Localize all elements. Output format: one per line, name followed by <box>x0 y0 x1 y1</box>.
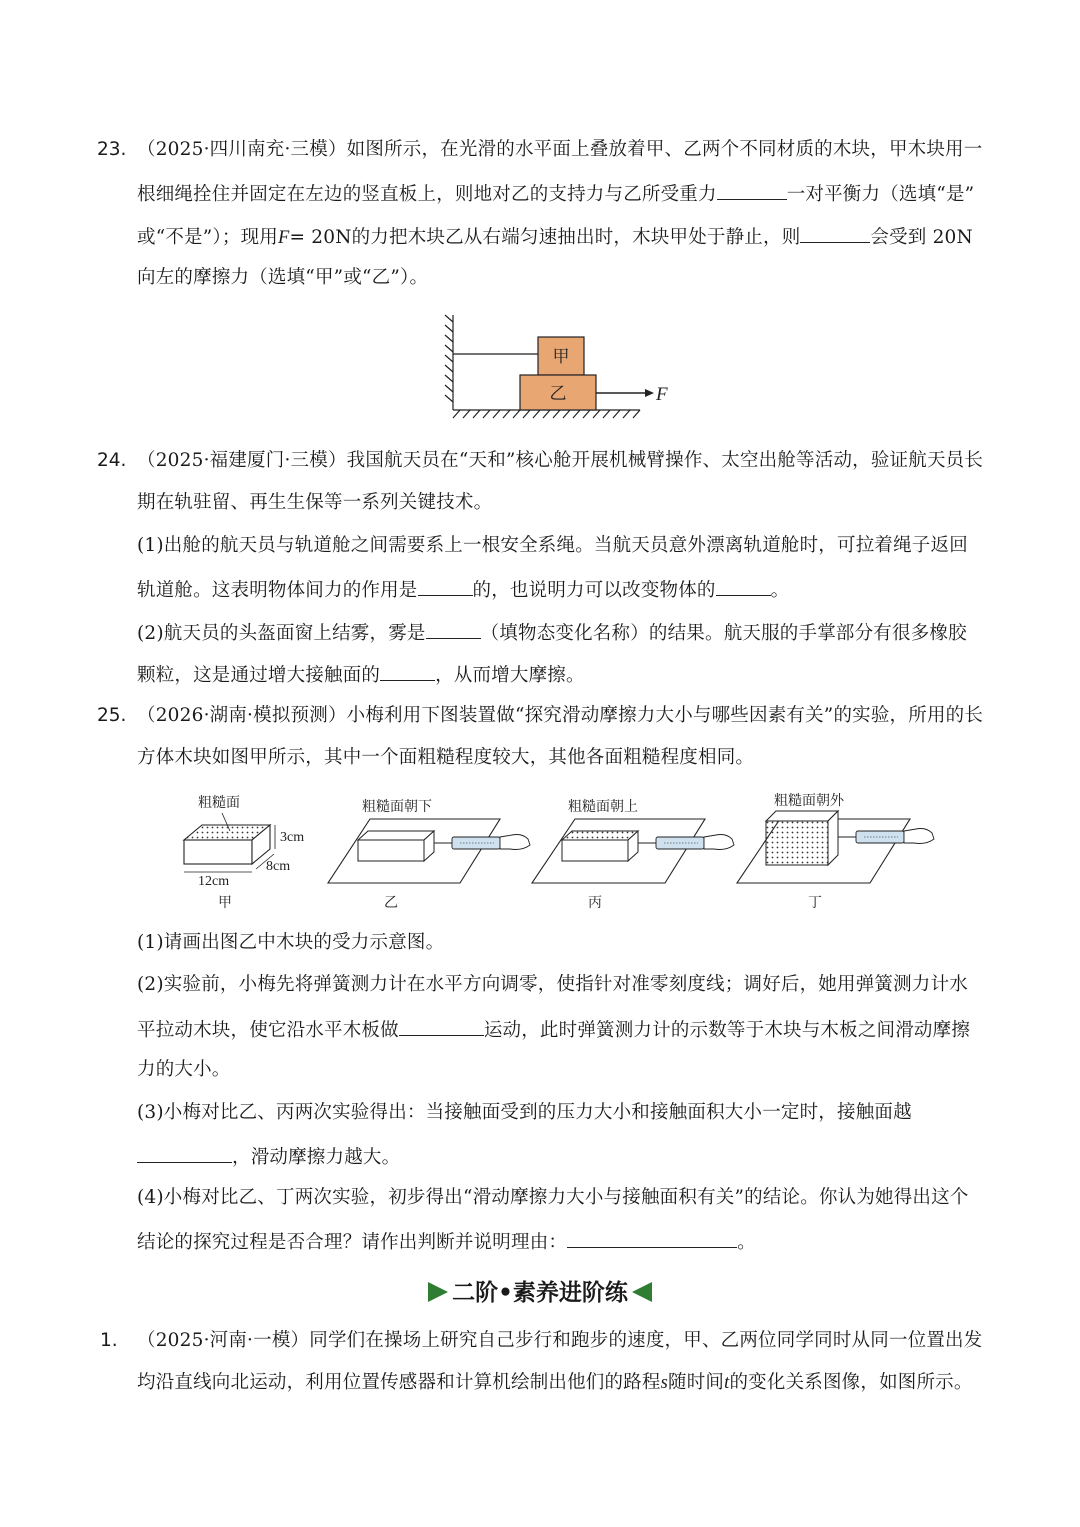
force-label: F <box>656 384 668 405</box>
ground <box>453 410 640 418</box>
q24-p1-line-2 <box>137 575 789 604</box>
fig-jia-front-face <box>184 840 252 864</box>
block-yi-label: 乙 <box>549 384 567 404</box>
fig-ding-title: 粗糙面朝外 <box>774 793 844 809</box>
q25-number: 25. <box>97 705 127 726</box>
q25-p4-line-2 <box>137 1227 756 1256</box>
fig-ding-block-top <box>766 811 838 821</box>
q24-number: 24. <box>97 450 127 471</box>
q25-p2-line-1: (2)实验前，小梅先将弹簧测力计在水平方向调零，使指针对准零刻度线；调好后，她用弹簧测力计水 <box>137 974 968 995</box>
block-jia-label: 甲 <box>552 347 570 367</box>
q23-blank-1[interactable] <box>717 179 787 200</box>
triangle-right-icon <box>428 1282 448 1302</box>
q25-p4-line-1: (4)小梅对比乙、丁两次实验，初步得出“滑动摩擦力大小与接触面积有关”的结论。你认为她得出这个 <box>137 1187 969 1208</box>
q25-p2-line-3: 力的大小。 <box>137 1059 231 1080</box>
fig-yi-block-front <box>358 840 424 861</box>
q25-p2-line-2b: 运动，此时弹簧测力计的示数等于木块与木板之间滑动摩擦 <box>483 1020 971 1041</box>
q25-p2-line-2 <box>137 1015 970 1044</box>
q23-line-2 <box>137 179 974 208</box>
q1-line-2a: 均沿直线向北运动，利用位置传感器和计算机绘制出他们的路程 <box>137 1372 661 1393</box>
q23-line-2b: 一对平衡力（选填“是” <box>786 184 975 205</box>
q25-blank-1[interactable] <box>399 1015 484 1036</box>
fig-ding-block-front <box>766 821 828 865</box>
q24-p2-line-2a: 颗粒，这是通过增大接触面的 <box>137 665 381 686</box>
q24-line-2: 期在轨驻留、再生生保等一系列关键技术。 <box>137 492 493 513</box>
q24-blank-3[interactable] <box>426 618 481 639</box>
q23-line-4: 向左的摩擦力（选填“甲”或“乙”）。 <box>137 267 429 288</box>
fig-yi-hand <box>500 835 530 850</box>
fig-yi-block-top <box>358 831 434 840</box>
q24-p2-line-2b: ，从而增大摩擦。 <box>435 665 585 686</box>
q1-symbol-t: t <box>724 1373 730 1393</box>
fig-bing-block-front <box>562 840 628 861</box>
fig-yi-title: 粗糙面朝下 <box>362 799 432 815</box>
q23-line-3a: 或“不是”）；现用 <box>137 227 278 248</box>
q24-blank-2[interactable] <box>716 575 771 596</box>
q24-p2-line-2 <box>137 660 585 689</box>
fig-jia-width-label: 8cm <box>266 859 291 874</box>
fig-bing-hand <box>704 835 734 850</box>
q25-p2-line-2a: 平拉动木块，使它沿水平木板做 <box>137 1020 399 1041</box>
q24-p2-line-1a: (2)航天员的头盔面窗上结雾，雾是 <box>137 623 426 644</box>
q23-force-symbol: F <box>277 228 290 248</box>
q23-line-3c: 会受到 20N <box>870 227 973 248</box>
q25-p3-line-1: (3)小梅对比乙、丙两次实验得出：当接触面受到的压力大小和接触面积大小一定时，接触面越 <box>137 1102 912 1123</box>
q24-p1-line-2c: 。 <box>770 580 790 601</box>
q25-p4-line-2b: 。 <box>737 1232 756 1253</box>
q24-p1-line-2a: 轨道舱。这表明物体间力的作用是 <box>137 580 418 601</box>
section-heading <box>0 1274 1080 1307</box>
q23-line-3 <box>137 222 973 251</box>
q24-p2-line-1 <box>137 618 967 647</box>
fig-jia-title: 粗糙面 <box>198 795 240 811</box>
q1-number: 1. <box>100 1330 118 1351</box>
q25-line-2: 方体木块如图甲所示，其中一个面粗糙程度较大，其他各面粗糙程度相同。 <box>137 747 755 768</box>
q25-blank-3[interactable] <box>567 1227 737 1248</box>
q25-blank-2[interactable] <box>137 1142 232 1163</box>
q24-line-1: （2025·福建厦门·三模）我国航天员在“天和”核心舱开展机械臂操作、太空出舱等活动，验证航天员长 <box>137 450 984 471</box>
q1-line-1: （2025·河南·一模）同学们在操场上研究自己步行和跑步的速度，甲、乙两位同学同时从同一位置出发 <box>137 1330 983 1351</box>
q25-figure <box>170 785 950 915</box>
q23-figure <box>440 310 680 425</box>
q24-blank-1[interactable] <box>418 575 473 596</box>
fig-ding-caption: 丁 <box>808 895 822 911</box>
q23-blank-2[interactable] <box>800 222 870 243</box>
q25-p3-line-2 <box>137 1142 400 1171</box>
q24-p1-line-1: (1)出舱的航天员与轨道舱之间需要系上一根安全系绳。当航天员意外漂离轨道舱时，可拉着绳子返回 <box>137 535 968 556</box>
fig-bing-block-top <box>562 831 638 840</box>
force-arrow-head <box>645 389 654 397</box>
fig-bing-caption: 丙 <box>588 895 602 911</box>
fig-jia-caption: 甲 <box>218 895 232 911</box>
fig-yi-caption: 乙 <box>384 895 398 911</box>
q23-number: 23. <box>97 139 127 160</box>
fig-bing-title: 粗糙面朝上 <box>568 799 638 815</box>
fig-jia-height-label: 3cm <box>280 830 305 845</box>
q1-line-2 <box>137 1370 973 1396</box>
fig-jia-length-label: 12cm <box>198 874 230 889</box>
section-title-text: 二阶•素养进阶练 <box>452 1280 628 1306</box>
q24-blank-4[interactable] <box>380 660 435 681</box>
q25-line-1: （2026·湖南·模拟预测）小梅利用下图装置做“探究滑动摩擦力大小与哪些因素有关”的实验，所用的长 <box>137 705 984 726</box>
q23-line-2a: 根细绳拴住并固定在左边的竖直板上，则地对乙的支持力与乙所受重力 <box>137 184 717 205</box>
q1-line-2c: 的变化关系图像，如图所示。 <box>729 1372 973 1393</box>
fig-ding-block-side <box>828 811 838 865</box>
fig-ding-hand <box>904 829 934 844</box>
q25-p1: (1)请画出图乙中木块的受力示意图。 <box>137 932 445 953</box>
wall <box>445 315 453 410</box>
q1-line-2b: 随时间 <box>668 1372 725 1393</box>
q23-line-1: （2025·四川南充·三模）如图所示，在光滑的水平面上叠放着甲、乙两个不同材质的木块，甲木块用一 <box>137 139 983 160</box>
q24-p1-line-2b: 的，也说明力可以改变物体的 <box>472 580 716 601</box>
triangle-left-icon <box>632 1282 652 1302</box>
q23-line-3b: = 20N的力把木块乙从右端匀速抽出时，木块甲处于静止，则 <box>289 227 801 248</box>
q25-p4-line-2a: 结论的探究过程是否合理？请作出判断并说明理由： <box>137 1232 568 1253</box>
q25-p3-line-2a: ，滑动摩擦力越大。 <box>232 1147 401 1168</box>
q1-symbol-s: s <box>660 1373 669 1393</box>
q24-p2-line-1b: （填物态变化名称）的结果。航天服的手掌部分有很多橡胶 <box>480 623 967 644</box>
